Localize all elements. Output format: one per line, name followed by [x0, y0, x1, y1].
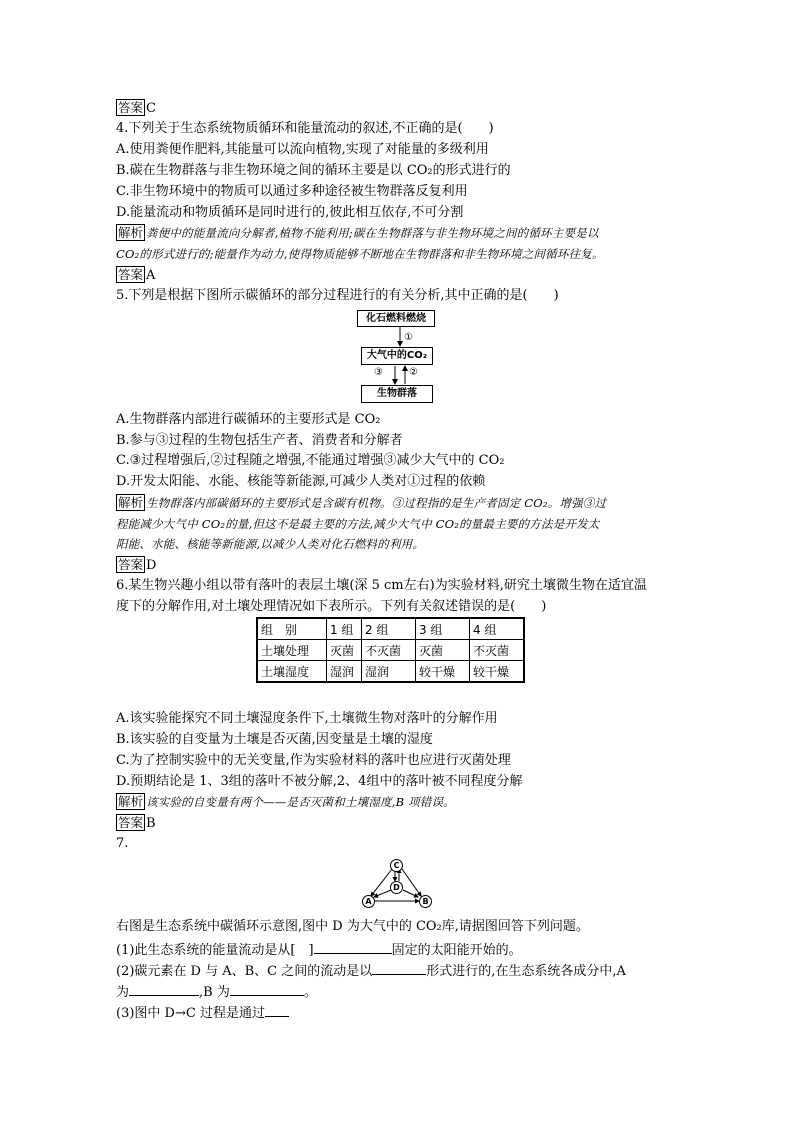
- q4-explanation-line-1: [116, 224, 599, 243]
- table-row: [257, 618, 524, 640]
- table-cell: 较干燥: [470, 661, 525, 683]
- q5-explanation-line-1: [116, 494, 606, 513]
- q5-explanation-line-2: [116, 515, 600, 534]
- fossil-fuel-box: 化石燃料燃烧: [357, 310, 435, 327]
- label-1: ①: [404, 332, 413, 343]
- q7-part-1-prefix: (1)此生态系统的能量流动是从[ ]: [116, 943, 314, 958]
- biotic-community-box: 生物群落: [361, 385, 433, 403]
- q7-number: 7.: [116, 836, 129, 851]
- q6-option-c: C.为了控制实验中的无关变量,作为实验材料的落叶也应进行灭菌处理: [116, 753, 511, 768]
- answer-tag: 答案: [118, 100, 144, 115]
- arrow-c-a: [371, 869, 392, 896]
- q4-explanation-line-2: [116, 245, 604, 264]
- q3-answer-line: [116, 99, 156, 118]
- node-d: D: [390, 881, 403, 894]
- table-cell: 灭菌: [416, 640, 470, 661]
- q7-part-2-cont: [116, 981, 317, 1002]
- answer-value: C: [146, 101, 156, 116]
- table-cell: 1 组: [327, 618, 362, 640]
- explanation-tag: 解析: [118, 794, 144, 809]
- q7-part-2: [116, 960, 626, 981]
- q4-option-b: B.碳在生物群落与非生物环境之间的循环主要是以 CO₂的形式进行的: [116, 163, 511, 178]
- node-b: B: [419, 895, 432, 908]
- label-3: ③: [374, 367, 383, 378]
- q7-part-2-b-label: ,B 为: [199, 985, 230, 1000]
- arrow-c-b: [402, 869, 421, 896]
- node-a: A: [362, 895, 375, 908]
- table-cell: 2 组: [362, 618, 416, 640]
- table-row: [257, 640, 524, 661]
- q5-explanation-line-3: [116, 535, 424, 554]
- answer-tag: 答案: [118, 815, 144, 830]
- q6-option-a: A.该实验能探究不同土壤湿度条件下,土壤微生物对落叶的分解作用: [116, 711, 498, 726]
- q5-option-a: A.生物群落内部进行碳循环的主要形式是 CO₂: [116, 412, 381, 427]
- q5-option-b: B.参与③过程的生物包括生产者、消费者和分解者: [116, 433, 403, 448]
- q6-option-d: D.预期结论是 1、3组的落叶不被分解,2、4组中的落叶被不同程度分解: [116, 774, 523, 789]
- table-cell: 土壤湿度: [257, 661, 327, 683]
- explanation-text: 阳能、水能、核能等新能源,以减少人类对化石燃料的利用。: [116, 537, 425, 551]
- table-row: [257, 661, 524, 683]
- label-2: ②: [409, 367, 418, 378]
- explanation-tag: 解析: [118, 225, 144, 240]
- arrow-b-d: [403, 890, 418, 897]
- answer-value: D: [146, 558, 157, 573]
- q5-stem: 5.下列是根据下图所示碳循环的部分过程进行的有关分析,其中正确的是( ): [116, 288, 559, 303]
- table-cell: 不灭菌: [362, 640, 416, 661]
- q5-option-c: C.③过程增强后,②过程随之增强,不能通过增强③减少大气中的 CO₂: [116, 453, 505, 468]
- q7-part-3: [116, 1002, 289, 1023]
- table-cell: 4 组: [470, 618, 525, 640]
- node-c: C: [390, 859, 403, 872]
- explanation-text: 程能减少大气中 CO₂的量,但这不是最主要的方法,减少大气中 CO₂的量最主要的方法是开发太: [116, 517, 600, 531]
- table-cell: 灭菌: [327, 640, 362, 661]
- q7-part-1: [116, 939, 522, 960]
- table-cell: 湿润: [362, 661, 416, 683]
- q7-part-2-prefix: (2)碳元素在 D 与 A、B、C 之间的流动是以: [116, 964, 373, 979]
- answer-blank[interactable]: [314, 939, 392, 954]
- answer-value: A: [146, 268, 156, 283]
- q7-intro: 右图是生态系统中碳循环示意图,图中 D 为大气中的 CO₂库,请据图回答下列问题。: [116, 919, 589, 934]
- arrow-a-d: [374, 890, 391, 897]
- q6-answer-line: [116, 814, 156, 833]
- explanation-text: 生物群落内部碳循环的主要形式是含碳有机物。③过程指的是生产者固定 CO₂。增强③过: [146, 496, 607, 510]
- table-cell: 较干燥: [416, 661, 470, 683]
- q7-part-2-end: 。: [303, 985, 317, 1000]
- table-cell: 不灭菌: [470, 640, 525, 661]
- atmosphere-co2-box: 大气中的CO₂: [361, 347, 433, 365]
- q4-stem: 4.下列关于生态系统物质循环和能量流动的叙述,不正确的是( ): [116, 121, 494, 136]
- q6-option-b: B.该实验的自变量为土壤是否灭菌,因变量是土壤的湿度: [116, 732, 433, 747]
- q6-data-table: [256, 617, 525, 683]
- q6-explanation-line-1: [116, 793, 455, 812]
- answer-blank[interactable]: [372, 960, 426, 975]
- q4-option-d: D.能量流动和物质循环是同时进行的,彼此相互依存,不可分割: [116, 205, 464, 220]
- q7-part-1-suffix: 固定的太阳能开始的。: [391, 943, 522, 958]
- explanation-text: CO₂的形式进行的;能量作为动力,使得物质能够不断地在生物群落和非生物环境之间循环往复。: [116, 247, 604, 261]
- q7-part-3-prefix: (3)图中 D→C 过程是通过: [116, 1006, 265, 1021]
- table-cell: 土壤处理: [257, 640, 327, 661]
- answer-blank[interactable]: [230, 981, 304, 996]
- q4-option-a: A.使用粪便作肥料,其能量可以流向植物,实现了对能量的多级利用: [116, 142, 489, 157]
- answer-blank[interactable]: [265, 1002, 289, 1017]
- q5-option-d: D.开发太阳能、水能、核能等新能源,可减少人类对①过程的依赖: [116, 474, 486, 489]
- answer-tag: 答案: [118, 557, 144, 572]
- table-cell: 组 别: [257, 618, 327, 640]
- answer-value: B: [146, 816, 156, 831]
- table-cell: 3 组: [416, 618, 470, 640]
- answer-tag: 答案: [118, 267, 144, 282]
- q4-answer-line: [116, 266, 155, 285]
- q6-stem-line-2: 度下的分解作用,对土壤处理情况如下表所示。下列有关叙述错误的是( ): [116, 599, 547, 614]
- q4-option-c: C.非生物环境中的物质可以通过多种途径被生物群落反复利用: [116, 184, 468, 199]
- q5-answer-line: [116, 556, 156, 575]
- table-cell: 湿润: [327, 661, 362, 683]
- explanation-text: 粪便中的能量流向分解者,植物不能利用;碳在生物群落与非生物环境之间的循环主要是以: [146, 226, 599, 240]
- explanation-tag: 解析: [118, 495, 144, 510]
- explanation-text: 该实验的自变量有两个——是否灭菌和土壤湿度,B 项错误。: [146, 795, 455, 809]
- q7-part-2-suffix: 形式进行的,在生态系统各成分中,A: [426, 964, 626, 979]
- answer-blank[interactable]: [129, 981, 199, 996]
- q6-stem-line-1: 6.某生物兴趣小组以带有落叶的表层土壤(深 5 cm左右)为实验材料,研究土壤微生物在适宜温: [116, 578, 647, 593]
- q7-part-2-a-label: 为: [116, 985, 130, 1000]
